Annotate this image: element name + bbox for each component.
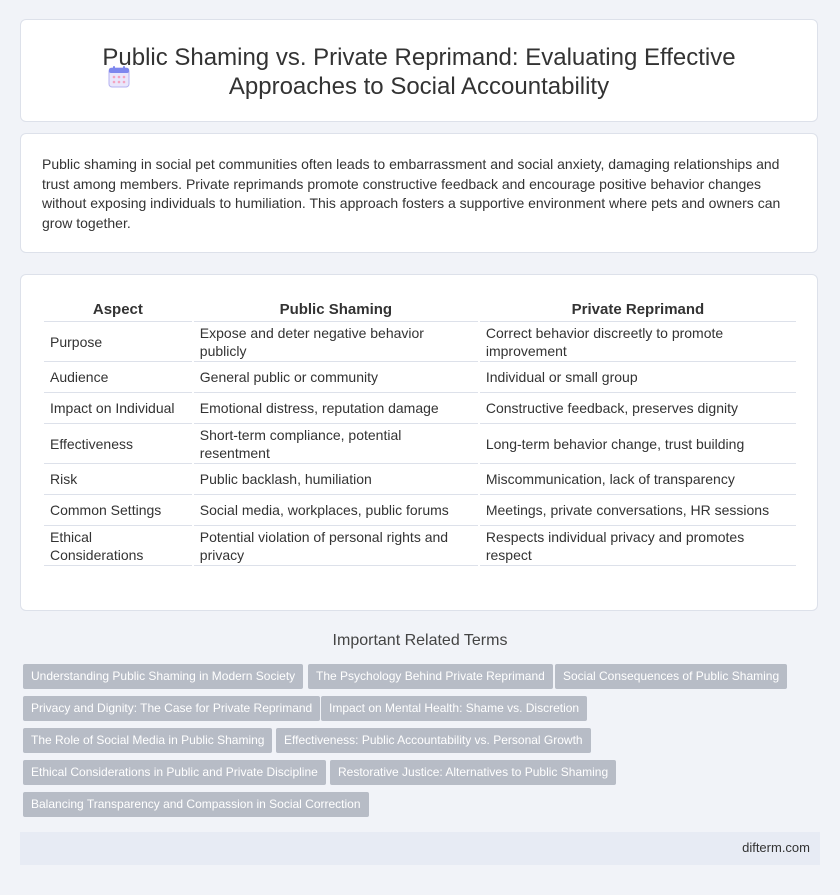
table-cell: Emotional distress, reputation damage <box>194 393 478 424</box>
table-cell: Miscommunication, lack of transparency <box>480 464 796 495</box>
related-term-tag[interactable]: The Role of Social Media in Public Shaming <box>23 728 272 753</box>
intro-card <box>20 133 818 253</box>
table-row <box>44 322 796 362</box>
related-term-tag[interactable]: Effectiveness: Public Accountability vs. Personal Growth <box>276 728 591 753</box>
table-cell: Correct behavior discreetly to promote improvement <box>480 322 796 362</box>
related-term-tag[interactable]: Understanding Public Shaming in Modern Society <box>23 664 303 689</box>
intro-paragraph: Public shaming in social pet communities often leads to embarrassment and social anxiety, damaging relationships and trust among members. Private reprimands promote constructive feedback and encourage positive behavior changes without exposing individuals to humiliation. This approach fosters a supportive environment where pets and owners can grow together. <box>42 156 781 231</box>
table-cell: Expose and deter negative behavior publicly <box>194 322 478 362</box>
comparison-table-card <box>20 274 818 611</box>
table-cell: Effectiveness <box>44 424 192 464</box>
table-cell: General public or community <box>194 362 478 393</box>
table-row <box>44 464 796 495</box>
table-header-row <box>44 295 796 322</box>
related-term-tag[interactable]: Ethical Considerations in Public and Private Discipline <box>23 760 326 785</box>
page-title <box>21 43 817 101</box>
table-cell: Individual or small group <box>480 362 796 393</box>
related-terms-heading: Important Related Terms <box>332 632 508 649</box>
page-title-line-1: Public Shaming vs. Private Reprimand: Evaluating Effective <box>102 44 736 71</box>
page-title-line-2: Approaches to Social Accountability <box>228 73 610 100</box>
table-cell: Purpose <box>44 322 192 362</box>
table-cell: Ethical Considerations <box>44 526 192 566</box>
table-cell: Potential violation of personal rights and privacy <box>194 526 478 566</box>
table-row <box>44 526 796 566</box>
table-row <box>44 495 796 526</box>
footer-site-link[interactable]: difterm.com <box>742 840 810 855</box>
header-public-shaming: Public Shaming <box>194 295 478 322</box>
related-term-tag[interactable]: Privacy and Dignity: The Case for Private Reprimand <box>23 696 320 721</box>
related-term-tag[interactable]: Balancing Transparency and Compassion in Social Correction <box>23 792 369 817</box>
header-private-reprimand: Private Reprimand <box>480 295 796 322</box>
table-cell: Short-term compliance, potential resentment <box>194 424 478 464</box>
comparison-table <box>42 295 798 566</box>
table-cell: Constructive feedback, preserves dignity <box>480 393 796 424</box>
table-cell: Respects individual privacy and promotes respect <box>480 526 796 566</box>
footer <box>20 832 820 865</box>
table-row <box>44 362 796 393</box>
table-cell: Audience <box>44 362 192 393</box>
table-row <box>44 393 796 424</box>
table-cell: Public backlash, humiliation <box>194 464 478 495</box>
table-cell: Common Settings <box>44 495 192 526</box>
title-card <box>20 19 818 122</box>
related-term-tag[interactable]: Social Consequences of Public Shaming <box>555 664 787 689</box>
table-row <box>44 424 796 464</box>
table-cell: Social media, workplaces, public forums <box>194 495 478 526</box>
related-term-tag[interactable]: Restorative Justice: Alternatives to Public Shaming <box>330 760 616 785</box>
table-cell: Impact on Individual <box>44 393 192 424</box>
header-aspect: Aspect <box>44 295 192 322</box>
table-cell: Long-term behavior change, trust building <box>480 424 796 464</box>
table-cell: Meetings, private conversations, HR sessions <box>480 495 796 526</box>
related-term-tag[interactable]: The Psychology Behind Private Reprimand <box>308 664 553 689</box>
table-cell: Risk <box>44 464 192 495</box>
related-term-tag[interactable]: Impact on Mental Health: Shame vs. Discretion <box>321 696 587 721</box>
